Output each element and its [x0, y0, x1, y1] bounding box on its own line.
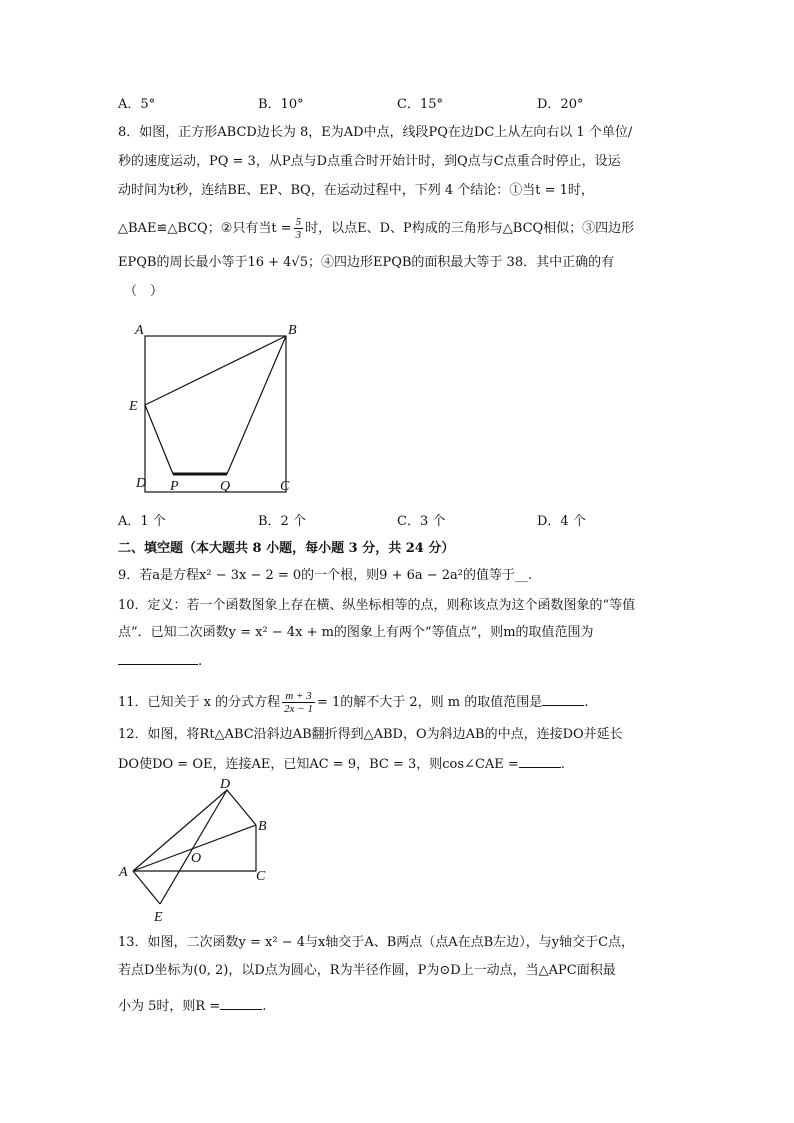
segment-be	[145, 336, 286, 405]
q13-line-1: 13．如图，二次函数y = x² − 4与x轴交于A、B两点（点A在点B左边），与y轴交于C点，	[118, 935, 635, 950]
q12-label-o: O	[191, 851, 202, 866]
q11-before: 11．已知关于 x 的分式方程	[118, 695, 281, 710]
q7-option-a: A．5°	[118, 97, 156, 112]
q8-line-3: 动时间为t秒，连结BE、EP、BQ，在运动过程中，下列 4 个结论：①当t = 1时，	[118, 183, 594, 198]
q11-end: .	[584, 695, 589, 710]
q11-answer-blank[interactable]	[542, 692, 584, 706]
q12-line-2	[118, 754, 565, 774]
q12-label-d: D	[220, 777, 231, 792]
label-q: Q	[220, 479, 231, 494]
label-c: C	[280, 479, 290, 494]
q12-figure	[115, 776, 285, 926]
section-2-heading: 二、填空题（本大题共 8 小题，每小题 3 分，共 24 分）	[118, 541, 455, 556]
q12-label-c: C	[256, 869, 266, 884]
q11-frac-num: m + 3	[282, 690, 315, 703]
q12-label-b: B	[258, 819, 267, 834]
q12-line-2-text: DO使DO = OE，连接AE，已知AC = 9，BC = 3，则cos∠CAE =	[118, 757, 519, 772]
q8-line-2: 秒的速度运动，PQ = 3，从P点与D点重合时开始计时，到Q点与C点重合时停止，设运	[118, 154, 621, 169]
q8-frac-num: 5	[295, 216, 302, 228]
q8-frac-den: 3	[295, 229, 302, 241]
square-abcd	[145, 336, 286, 492]
q10-end: .	[198, 654, 203, 669]
q10-line-3	[118, 651, 202, 671]
q10-line-2: 点”．已知二次函数y = x² − 4x + m的图象上有两个“等值点”，则m的取值范围为	[118, 625, 594, 640]
q8-option-d: D．4 个	[537, 514, 586, 529]
q8-line-4	[118, 216, 634, 241]
q11-after: = 1的解不大于 2，则 m 的取值范围是	[316, 695, 543, 710]
q8-line-1: 8．如图，正方形ABCD边长为 8，E为AD中点，线段PQ在边DC上从左向右以 1 个单位/	[118, 125, 633, 140]
q8-line-5: EPQB的周长最小等于16 + 4√5；④四边形EPQB的面积最大等于 38．其中正确的有	[118, 255, 615, 270]
q12-line-1: 12．如图，将Rt△ABC沿斜边AB翻折得到△ABD，O为斜边AB的中点，连接DO并延长	[118, 727, 623, 742]
q8-option-b: B．2 个	[258, 514, 306, 529]
q8-option-c: C．3 个	[397, 514, 446, 529]
label-e: E	[129, 399, 138, 414]
q11-fraction	[282, 690, 315, 715]
label-a: A	[135, 323, 144, 338]
q12-label-a: A	[119, 865, 128, 880]
q7-option-c: C．15°	[397, 97, 443, 112]
q12-answer-blank[interactable]	[519, 754, 561, 768]
q13-line-3	[118, 996, 266, 1016]
q8-line-6: （ ）	[124, 284, 164, 299]
q11-line	[118, 690, 588, 715]
q8-line-4-start: △BAE≌△BCQ；②只有当t =	[118, 221, 292, 236]
q13-answer-blank[interactable]	[220, 996, 262, 1010]
q11-frac-den: 2x − 1	[284, 703, 313, 715]
q8-fraction	[294, 216, 304, 241]
q8-figure	[125, 318, 315, 498]
segment-bq	[227, 336, 286, 474]
label-p: P	[170, 479, 179, 494]
q10-answer-blank[interactable]	[118, 651, 198, 665]
q13-line-3-text: 小为 5时，则R =	[118, 999, 221, 1014]
q10-line-1: 10．定义：若一个函数图象上存在横、纵坐标相等的点，则称该点为这个函数图象的“等值	[118, 598, 636, 613]
q12-label-e: E	[154, 910, 163, 925]
segment-ae	[133, 871, 160, 904]
q7-option-b: B．10°	[258, 97, 304, 112]
q7-option-d: D．20°	[537, 97, 584, 112]
q8-line-4-end: 时，以点E、D、P构成的三角形与△BCQ相似；③四边形	[305, 221, 635, 236]
q12-end: .	[560, 757, 565, 772]
label-d: D	[136, 476, 147, 491]
q13-end: .	[262, 999, 267, 1014]
segment-de	[160, 790, 227, 904]
q9-text: 9．若a是方程x² − 3x − 2 = 0的一个根，则9 + 6a − 2a²的值等于__.	[118, 568, 533, 583]
segment-ep	[145, 405, 173, 474]
label-b: B	[288, 323, 297, 338]
q8-option-a: A．1 个	[118, 514, 166, 529]
q13-line-2: 若点D坐标为(0, 2)，以D点为圆心，R为半径作圆，P为⊙D上一动点，当△APC面积最	[118, 963, 616, 978]
